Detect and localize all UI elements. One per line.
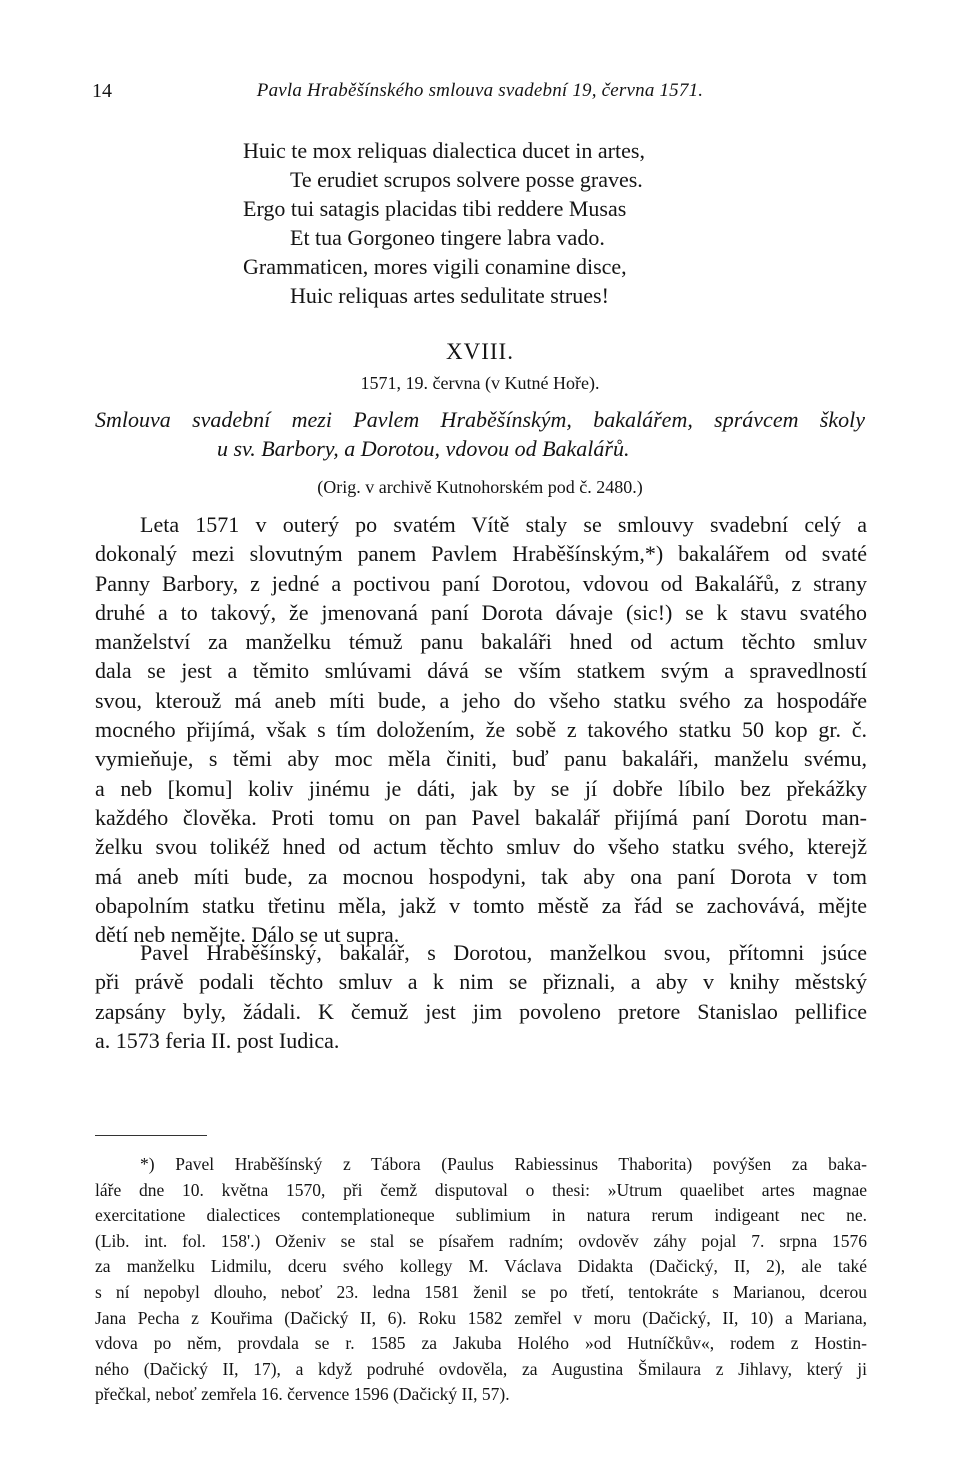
- page-number: 14: [92, 80, 112, 102]
- document-title: [95, 405, 865, 463]
- poem-line: Huic te mox reliquas dialectica ducet in artes,: [243, 138, 645, 163]
- body-paragraph-2: [95, 938, 867, 1055]
- body-line: obapolním statku třetinu měla, jakž v tomto městě za řád se zachovává, mějte: [95, 892, 867, 918]
- section-number: XVIII.: [446, 339, 514, 364]
- body-line: dokonalý mezi slovutným panem Pavlem Hraběšínským,*) bakalářem od svaté: [95, 541, 867, 567]
- footnote-line: exercitatione dialectices contemplationeque sublimium in natura rerum indigeant nec ne.: [95, 1205, 867, 1226]
- body-line: při právě podali těchto smluv a k nim se přiznali, a aby v knihy městský: [95, 969, 867, 995]
- document-title-line: Smlouva svadební mezi Pavlem Hraběšínským, bakalářem, správcem školy: [95, 407, 865, 432]
- body-line: a. 1573 feria II. post Iudica.: [95, 1027, 340, 1053]
- body-line: každého člověka. Proti tomu on pan Pavel bakalář přijímá paní Dorotu man-: [95, 804, 867, 830]
- poem: [243, 136, 645, 310]
- body-line: manželství za manželku témuž panu bakaláři hned od actum těchto smluv: [95, 629, 867, 655]
- document-title-line: u sv. Barbory, a Dorotou, vdovou od Bakalářů.: [217, 436, 630, 461]
- body-paragraph-1: [95, 510, 867, 949]
- body-line: a neb [komu] koliv jinému je dáti, jak by se jí dobře líbilo bez překážky: [95, 775, 867, 801]
- body-line: dala se jest a těmito smlúvami dává se vším statkem svým a spravedlností: [95, 658, 867, 684]
- document-date: 1571, 19. června (v Kutné Hoře).: [360, 373, 600, 393]
- body-line: Pavel Hraběšínský, bakalář, s Dorotou, manželkou svou, přítomni jsúce: [140, 940, 867, 965]
- body-line: Leta 1571 v outerý po svatém Vítě staly se smlouvy svadební celý a: [140, 512, 867, 537]
- footnote-line: láře dne 10. května 1570, při čemž disputoval o thesi: »Utrum quaelibet artes magnae: [95, 1179, 867, 1200]
- footnote-line: *) Pavel Hraběšínský z Tábora (Paulus Rabiessinus Thaborita) povýšen za baka-: [140, 1154, 867, 1174]
- footnote-line: za manželku Lidmilu, dceru svého kollegy M. Václava Didakta (Dačický, II, 2), ale také: [95, 1256, 867, 1277]
- footnote-line: Jana Pecha z Kouřima (Dačický II, 6). Roku 1582 zemřel v moru (Dačický, II, 10) a Mariana,: [95, 1307, 867, 1328]
- footnote-line: (Lib. int. fol. 158'.) Oženiv se stal se písařem radním; ovdověv záhy pojal 7. srpna 1576: [95, 1230, 867, 1251]
- body-line: druhé a to takový, že jmenovaná paní Dorota dávaje (sic!) se k stavu svatého: [95, 599, 867, 625]
- body-line: dětí neb nemějte. Dálo se ut supra.: [95, 922, 400, 948]
- footnote-divider: [95, 1135, 207, 1136]
- body-line: vymieňuje, s těmi aby moc měla činiti, buď panu bakaláři, manželu svému,: [95, 746, 867, 772]
- source-note: (Orig. v archivě Kutnohorském pod č. 2480.): [317, 477, 643, 497]
- footnote-line: vdova po něm, provdala se r. 1585 za Jakuba Holého »od Hutníčkův«, rodem z Hostin-: [95, 1333, 867, 1354]
- body-line: mocného přijímá, však s tím doložením, že sobě z takového statku 50 kop gr. č.: [95, 717, 867, 743]
- poem-line: Huic reliquas artes sedulitate strues!: [290, 283, 609, 308]
- body-line: svou, kterouž má aneb míti bude, a jeho do všeho statku svého za hospodáře: [95, 687, 867, 713]
- body-line: Panny Barbory, z jedné a poctivou paní Dorotou, vdovou od Bakalářů, z strany: [95, 570, 867, 596]
- footnote-line: s ní nepobyl dlouho, neboť 23. ledna 1581 ženil se po třetí, tentokráte s Marianou, dcerou: [95, 1281, 867, 1302]
- footnote-line: ného (Dačický II, 17), a když podruhé ovdověla, za Augustina Šmilaura z Jihlavy, který ji: [95, 1358, 867, 1379]
- body-line: zapsány byly, žádali. K čemuž jest jim povoleno pretore Stanislao pellifice: [95, 998, 867, 1024]
- body-line: má aneb míti bude, za mocnou hospodyni, tak aby ona paní Dorota v tom: [95, 863, 867, 889]
- footnote: [95, 1152, 867, 1408]
- poem-line: Grammaticen, mores vigili conamine disce,: [243, 254, 627, 279]
- poem-line: Te erudiet scrupos solvere posse graves.: [290, 167, 643, 192]
- footnote-line: přečkal, neboť zemřela 16. července 1596 (Dačický II, 57).: [95, 1384, 510, 1405]
- poem-line: Et tua Gorgoneo tingere labra vado.: [290, 225, 605, 250]
- running-title: Pavla Hraběšínského smlouva svadební 19, června 1571.: [256, 80, 704, 101]
- body-line: želku svou tolikéž hned od actum těchto smluv do všeho statku svého, kterejž: [95, 834, 867, 860]
- poem-line: Ergo tui satagis placidas tibi reddere Musas: [243, 196, 627, 221]
